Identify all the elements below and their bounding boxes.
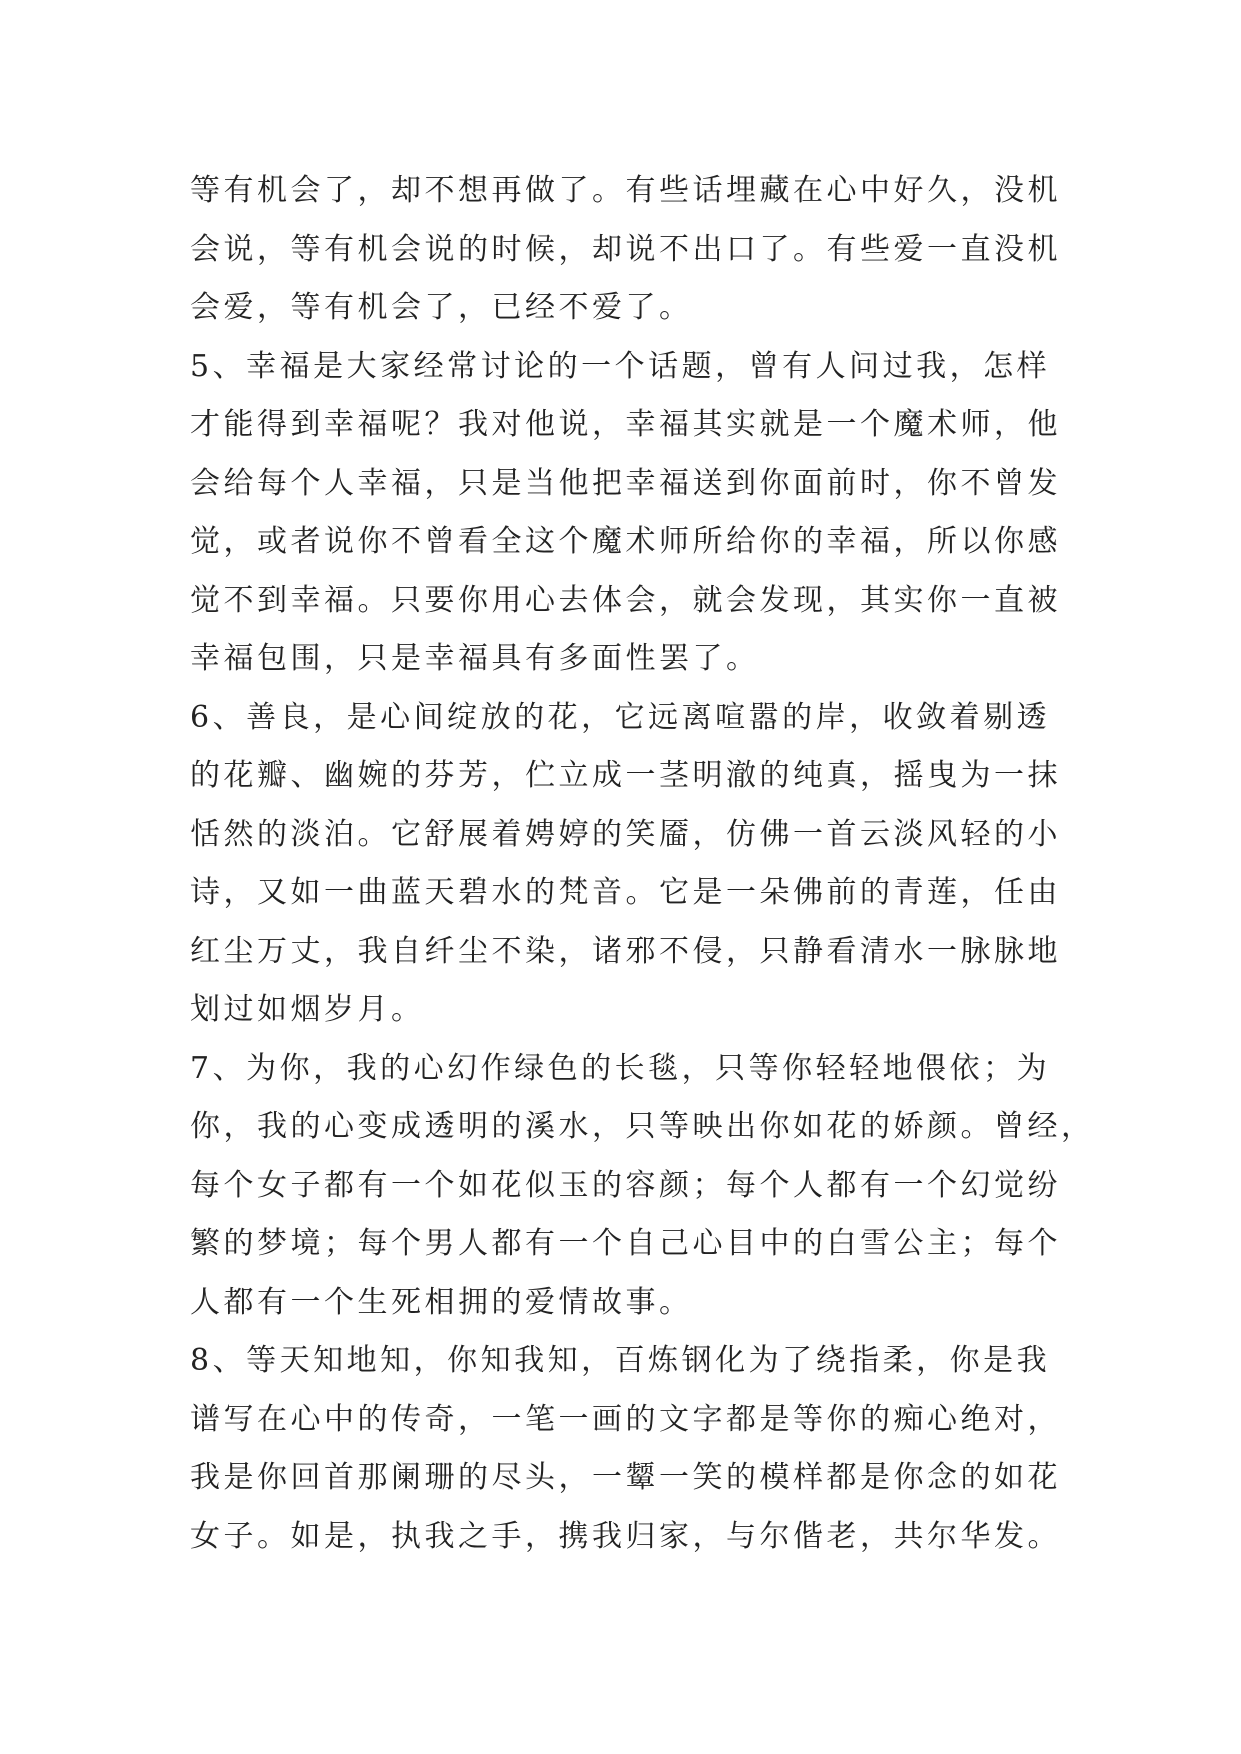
text-line: 的花瓣、幽婉的芬芳，伫立成一茎明澈的纯真，摇曳为一抹: [190, 758, 1061, 793]
text-line: 才能得到幸福呢？我对他说，幸福其实就是一个魔术师，他: [190, 407, 1061, 442]
text-line: 会给每个人幸福，只是当他把幸福送到你面前时，你不曾发: [190, 465, 1061, 501]
text-line: 觉，或者说你不曾看全这个魔术师所给你的幸福，所以你感: [190, 524, 1061, 559]
text-line: 等有机会了，却不想再做了。有些话埋藏在心中好久，没机: [190, 173, 1061, 208]
text-line: 7、为你，我的心幻作绿色的长毯，只等你轻轻地偎依；为: [190, 1050, 1051, 1086]
document-body: [190, 162, 1095, 1566]
text-line: 6、善良，是心间绽放的花，它远离喧嚣的岸，收敛着剔透: [190, 699, 1051, 735]
text-line: 繁的梦境；每个男人都有一个自己心目中的白雪公主；每个: [190, 1226, 1061, 1261]
text-line: 我是你回首那阑珊的尽头，一颦一笑的模样都是你念的如花: [190, 1460, 1061, 1495]
text-line: 每个女子都有一个如花似玉的容颜；每个人都有一个幻觉纷: [190, 1167, 1061, 1203]
text-line: 幸福包围，只是幸福具有多面性罢了。: [190, 641, 760, 676]
text-line: 女子。如是，执我之手，携我归家，与尔偕老，共尔华发。: [190, 1518, 1061, 1554]
text-line: 会说，等有机会说的时候，却说不出口了。有些爱一直没机: [190, 231, 1061, 267]
text-line: 你，我的心变成透明的溪水，只等映出你如花的娇颜。曾经，: [190, 1109, 1095, 1144]
text-line: 人都有一个生死相拥的爱情故事。: [190, 1284, 693, 1320]
text-line: 5、幸福是大家经常讨论的一个话题，曾有人问过我，怎样: [190, 348, 1051, 384]
text-line: 划过如烟岁月。: [190, 992, 425, 1027]
text-line: 红尘万丈，我自纤尘不染，诸邪不侵，只静看清水一脉脉地: [190, 933, 1061, 969]
text-line: 恬然的淡泊。它舒展着娉婷的笑靥，仿佛一首云淡风轻的小: [190, 816, 1061, 852]
text-line: 觉不到幸福。只要你用心去体会，就会发现，其实你一直被: [190, 582, 1061, 618]
text-line: 8、等天知地知，你知我知，百炼钢化为了绕指柔，你是我: [190, 1343, 1051, 1378]
text-line: 会爱，等有机会了，已经不爱了。: [190, 290, 693, 325]
text-line: 诗，又如一曲蓝天碧水的梵音。它是一朵佛前的青莲，任由: [190, 875, 1061, 910]
text-line: 谱写在心中的传奇，一笔一画的文字都是等你的痴心绝对，: [190, 1401, 1061, 1437]
